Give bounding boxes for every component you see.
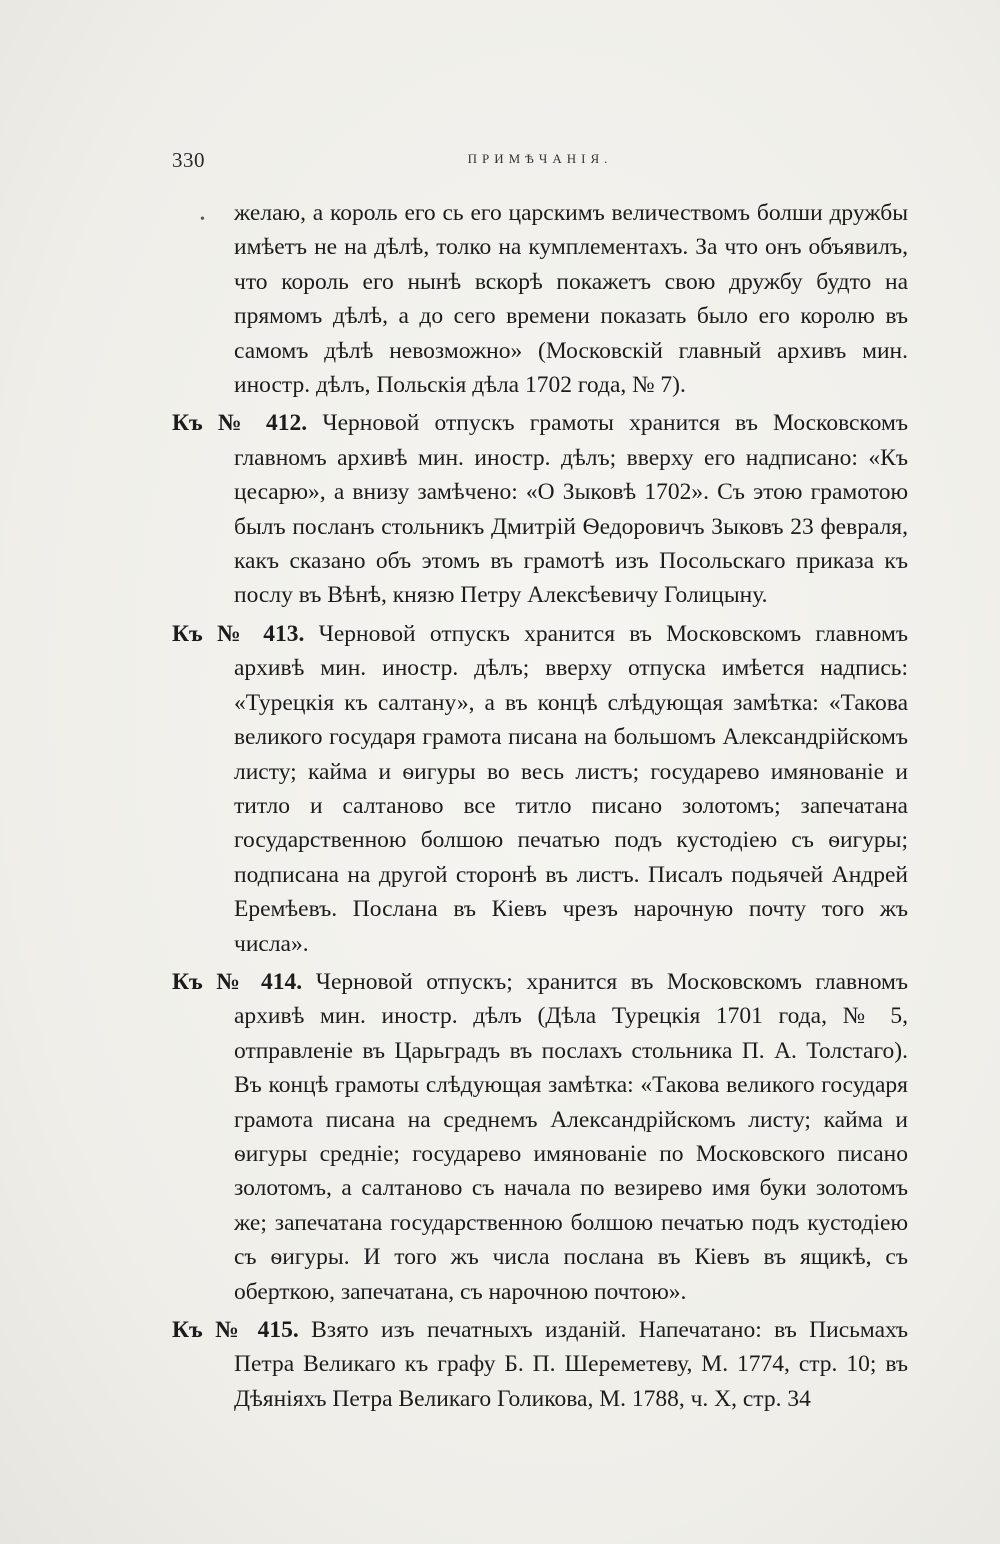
continuation-paragraph: желаю, а король его сь его царскимъ величествомъ болши дружбы имѣетъ не на дѣлѣ, толко на кумплементахъ. За что онъ объявилъ, что король его нынѣ вскорѣ покажетъ свою дружбу будто на прямомъ дѣлѣ, а до сего времени показать было его королю въ самомъ дѣлѣ невозможно» (Московскій главный архивъ мин. иностр. дѣлъ, Польскія дѣла 1702 года, № 7). bbox=[234, 200, 908, 399]
entry-text: Черновой отпускъ грамоты хранится въ Московскомъ главномъ архивѣ мин. иностр. дѣлъ; вверху его надписано: «Къ цесарю», а внизу замѣчено: «О Зыковѣ 1702». Съ этою грамотою былъ посланъ стольникъ Дмитрій Ѳедоровичъ Зыковъ 23 февраля, какъ сказано объ этомъ въ грамотѣ изъ Посольскаго приказа къ послу въ Вѣнѣ, князю Петру Алексѣевичу Голицыну. bbox=[234, 410, 909, 609]
running-head: ПРИМѢЧАНІЯ. bbox=[467, 151, 613, 166]
entry-label: Къ № 414. bbox=[172, 968, 303, 995]
entry-text: Взято изъ печатныхъ изданій. Напечатано: въ Письмахъ Петра Великаго къ графу Б. П. Шереметеву, М. 1774, стр. 10; въ Дѣяніяхъ Петра Великаго Голикова, М. 1788, ч. X, стр. 34 bbox=[234, 1317, 909, 1412]
entry-label: Къ № 415. bbox=[172, 1317, 299, 1343]
margin-mark: • bbox=[200, 212, 205, 227]
page-number: 330 bbox=[172, 148, 205, 172]
note-entry-415 bbox=[172, 1313, 908, 1416]
page-header bbox=[172, 148, 908, 178]
note-entry-414 bbox=[172, 965, 908, 1309]
page-body bbox=[172, 196, 908, 1416]
note-entry-413 bbox=[172, 617, 908, 961]
note-entry-412 bbox=[172, 406, 908, 612]
entry-label: Къ № 412. bbox=[172, 410, 308, 437]
entry-text: Черновой отпускъ хранится въ Московскомъ главномъ архивѣ мин. иностр. дѣлъ; вверху отпуска имѣется надпись: «Турецкія къ салтану», а въ концѣ слѣдующая замѣтка: «Такова великого государя грамота писана на большомъ Александрійскомъ листу; кайма и ѳигуры во весь листъ; государево имянованіе и титло и салтаново все титло писано золотомъ; запечатана государственною болшою печатью подъ кустодіею съ ѳигуры; подписана на другой сторонѣ въ листъ. Писалъ подьячей Андрей Еремѣевъ. Послана въ Кіевъ чрезъ нарочную почту того жъ числа». bbox=[234, 620, 909, 957]
entry-text: Черновой отпускъ; хранится въ Московскомъ главномъ архивѣ мин. иностр. дѣлъ (Дѣла Турецкія 1701 года, № 5, отправленіе въ Царьградъ въ послахъ стольника П. А. Толстаго). Въ концѣ грамоты слѣдующая замѣтка: «Такова великого государя грамота писана на среднемъ Александрійскомъ листу; кайма и ѳигуры средніе; государево имянованіе по Московского писано золотомъ, а салтаново съ начала по везирево имя буки золотомъ же; запечатана государственною болшою печатью подъ кустодіею съ ѳигуры. И того жъ числа послана въ Кіевъ въ ящикѣ, съ оберткою, запечатана, съ нарочною почтою». bbox=[234, 968, 909, 1305]
entry-label: Къ № 413. bbox=[172, 620, 305, 647]
